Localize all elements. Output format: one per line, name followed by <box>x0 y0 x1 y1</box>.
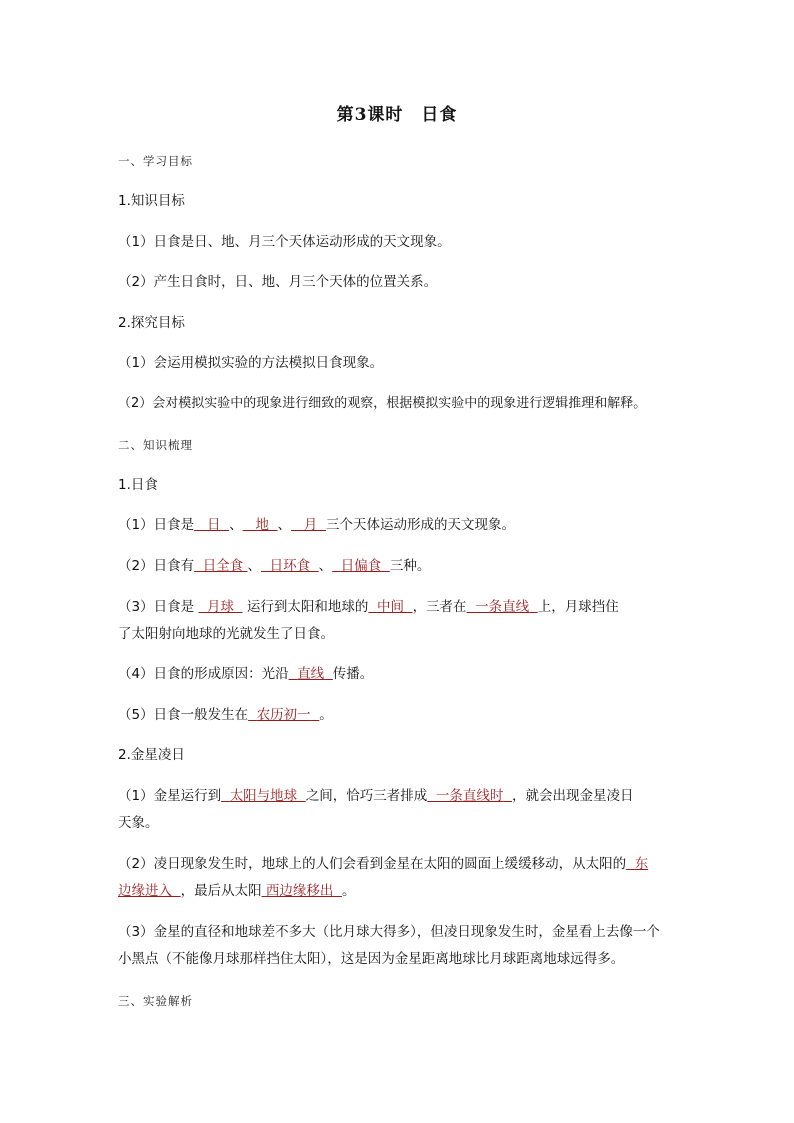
answer-blank: 地 <box>255 517 269 533</box>
page-title: 第3课时 日食 <box>336 105 458 125</box>
section-heading-review: 二、知识梳理 <box>118 438 193 452</box>
subheading-explore-goals: 2.探究目标 <box>118 315 185 331</box>
answer-blank: 中间 <box>376 599 404 615</box>
answer-blank: 直线 <box>297 666 325 682</box>
fill-item: （4）日食的形成原因：光沿 直线 传播。 <box>118 666 374 682</box>
subheading-solar-eclipse: 1.日食 <box>118 477 158 493</box>
fill-item: （2）日食有 日全食 、 日环食 、 日偏食 三种。 <box>118 558 431 574</box>
answer-blank: 太阳与地球 <box>229 788 298 804</box>
fill-item: （1）金星运行到 太阳与地球 之间，恰巧三者排成 一条直线时 ，就会出现金星凌日 <box>118 788 634 804</box>
answer-blank: 月球 <box>206 599 234 615</box>
fill-text: （1）日食是 <box>118 517 195 533</box>
goal-item: （1）会运用模拟实验的方法模拟日食现象。 <box>118 355 384 371</box>
fill-item-continued: 了太阳射向地球的光就发生了日食。 <box>118 626 334 642</box>
subheading-knowledge-goals: 1.知识目标 <box>118 193 185 209</box>
answer-blank: 边缘进入 <box>118 883 172 899</box>
section-heading-experiment: 三、实验解析 <box>118 994 193 1008</box>
fill-item-continued: 天象。 <box>118 815 159 831</box>
answer-blank: 月 <box>303 517 318 533</box>
answer-blank: 日环食 <box>269 558 311 574</box>
answer-blank: 一条直线 <box>475 599 530 615</box>
paragraph-line: 小黑点（不能像月球那样挡住太阳），这是因为金星距离地球比月球距离地球远得多。 <box>118 951 625 967</box>
fill-item: （1）日食是 日 、 地 、 月 三个天体运动形成的天文现象。 <box>118 517 515 533</box>
section-heading-goals: 一、学习目标 <box>118 154 193 168</box>
fill-item-continued: 边缘进入 ，最后从太阳 西边缘移出 。 <box>118 883 356 899</box>
goal-item: （2）会对模拟实验中的现象进行细致的观察，根据模拟实验中的现象进行逻辑推理和解释。 <box>118 396 647 411</box>
goal-item: （2）产生日食时，日、地、月三个天体的位置关系。 <box>118 274 438 290</box>
answer-blank: 农历初一 <box>256 707 311 723</box>
goal-item: （1）日食是日、地、月三个天体运动形成的天文现象。 <box>118 234 451 250</box>
fill-item: （3）日食是 月球 运行到太阳和地球的 中间 ，三者在 一条直线 上，月球挡住 <box>118 599 619 615</box>
paragraph-line: （3）金星的直径和地球差不多大（比月球大得多），但凌日现象发生时，金星看上去像一个 <box>118 924 660 940</box>
fill-item: （5）日食一般发生在 农历初一 。 <box>118 707 333 723</box>
answer-blank: 西边缘移出 <box>265 883 334 899</box>
answer-blank: 一条直线时 <box>435 788 504 804</box>
fill-item: （2）凌日现象发生时，地球上的人们会看到金星在太阳的圆面上缓缓移动，从太阳的 东 <box>118 856 649 872</box>
answer-blank: 日 <box>206 517 221 533</box>
answer-blank: 日全食 <box>202 558 244 574</box>
subheading-venus-transit: 2.金星凌日 <box>118 747 185 763</box>
answer-blank: 日偏食 <box>340 558 382 574</box>
answer-blank: 东 <box>634 856 649 872</box>
